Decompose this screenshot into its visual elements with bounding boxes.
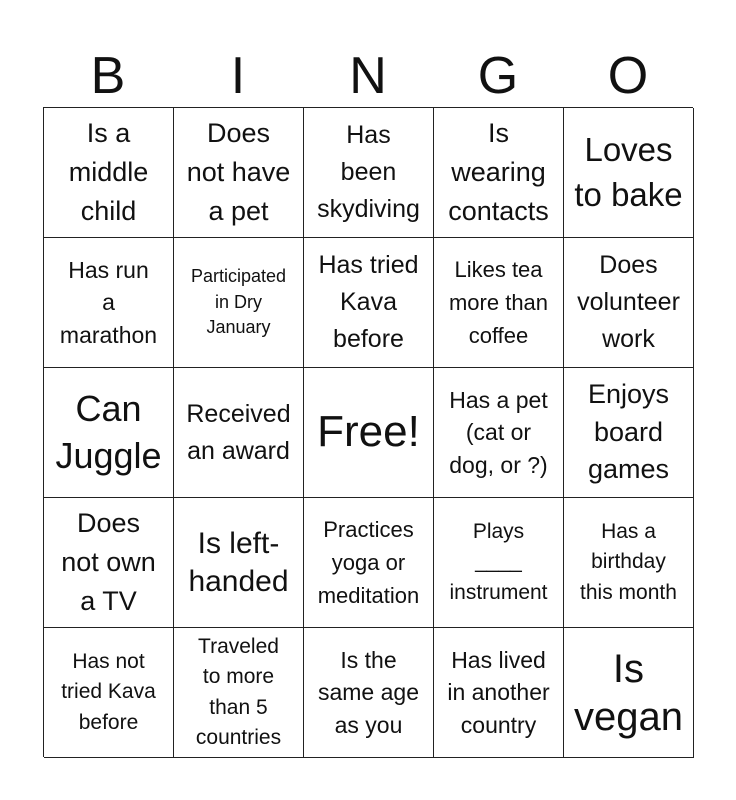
bingo-cell[interactable]: Is a middle child (44, 108, 174, 238)
bingo-cell[interactable]: Loves to bake (564, 108, 694, 238)
bingo-cell[interactable]: Has run a marathon (44, 238, 174, 368)
bingo-cell[interactable]: Is left- handed (174, 498, 304, 628)
bingo-cell[interactable]: Has been skydiving (304, 108, 434, 238)
bingo-cell[interactable]: Has a birthday this month (564, 498, 694, 628)
bingo-cell[interactable]: Has tried Kava before (304, 238, 434, 368)
bingo-cell[interactable]: Participated in Dry January (174, 238, 304, 368)
header-letter-b: B (90, 47, 126, 105)
bingo-cell[interactable]: Likes tea more than coffee (434, 238, 564, 368)
bingo-cell[interactable]: Plays ____ instrument (434, 498, 564, 628)
header-letter-g: G (477, 47, 519, 105)
bingo-cell[interactable]: Has lived in another country (434, 628, 564, 758)
bingo-board (43, 107, 693, 757)
bingo-cell[interactable]: Enjoys board games (564, 368, 694, 498)
bingo-cell[interactable]: Is vegan (564, 628, 694, 758)
free-space-cell[interactable]: Free! (304, 368, 434, 498)
bingo-cell[interactable]: Is wearing contacts (434, 108, 564, 238)
bingo-cell[interactable]: Does not own a TV (44, 498, 174, 628)
header-letter-n: N (349, 47, 387, 105)
bingo-cell[interactable]: Received an award (174, 368, 304, 498)
header-letter-i: I (230, 47, 246, 105)
bingo-cell[interactable]: Practices yoga or meditation (304, 498, 434, 628)
bingo-cell[interactable]: Does volunteer work (564, 238, 694, 368)
bingo-cell[interactable]: Traveled to more than 5 countries (174, 628, 304, 758)
bingo-cell[interactable]: Can Juggle (44, 368, 174, 498)
header-letter-o: O (607, 47, 649, 105)
bingo-cell[interactable]: Does not have a pet (174, 108, 304, 238)
bingo-cell[interactable]: Has not tried Kava before (44, 628, 174, 758)
bingo-cell[interactable]: Has a pet (cat or dog, or ?) (434, 368, 564, 498)
bingo-cell[interactable]: Is the same age as you (304, 628, 434, 758)
bingo-header (43, 44, 693, 108)
